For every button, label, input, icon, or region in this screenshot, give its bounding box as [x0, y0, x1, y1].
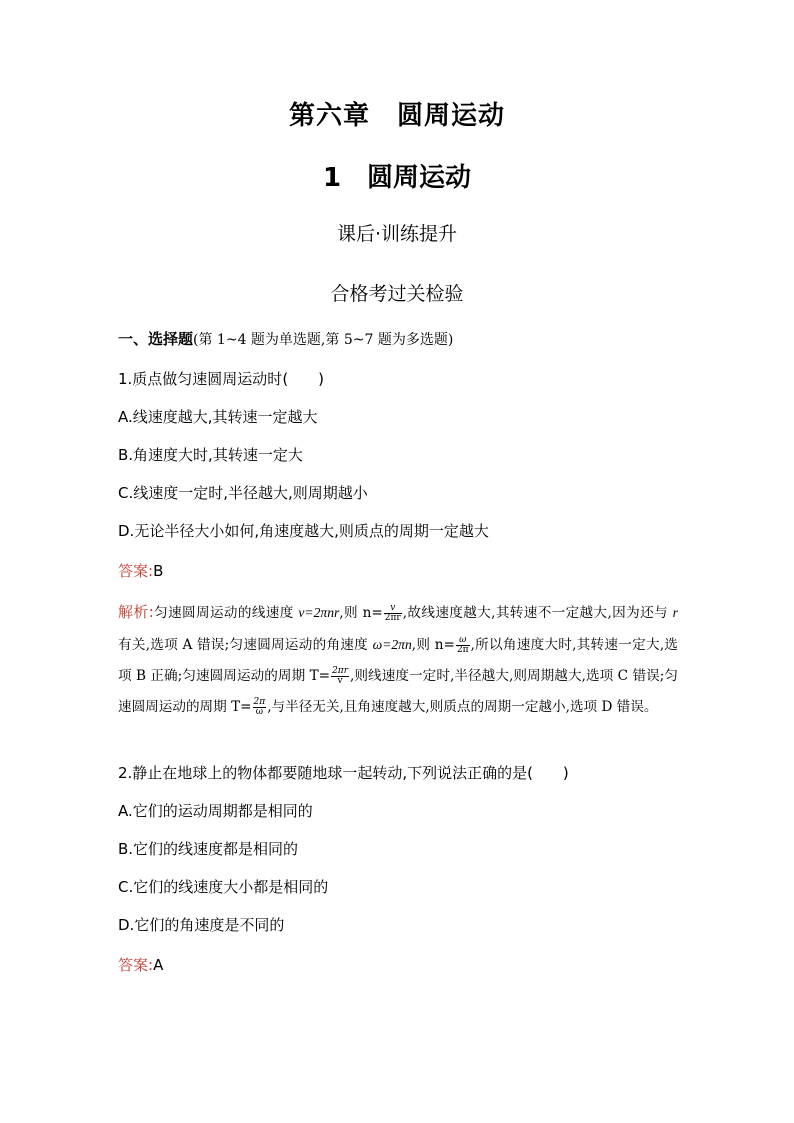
linear-velocity-formula: v=2πnr [298, 605, 340, 620]
answer-value: A [153, 956, 164, 974]
question-2-stem: 2.静止在地球上的物体都要随地球一起转动,下列说法正确的是( ) [118, 764, 569, 782]
analysis-text: 匀速圆周运动的线速度 [153, 605, 299, 621]
level-title: 合格考过关检验 [330, 283, 464, 305]
fraction-angular [456, 636, 470, 655]
question-1-option-a: A.线速度越大,其转速一定越大 [118, 408, 318, 426]
fraction-denominator: ω [255, 707, 264, 717]
question-1-option-c: C.线速度一定时,半径越大,则周期越小 [118, 484, 368, 502]
answer-label: 答案: [118, 956, 154, 974]
analysis-text: ,与半径无关,且角速度越大,则质点的周期一定越小,选项 D 错误。 [267, 699, 658, 715]
question-1-answer [118, 559, 163, 583]
group-title: 一、选择题 [118, 330, 194, 348]
question-1-stem: 1.质点做匀速圆周运动时( ) [118, 370, 325, 388]
fraction-numerator: 2πr [332, 666, 349, 676]
question-2-option-a: A.它们的运动周期都是相同的 [118, 802, 313, 820]
exercise-subtitle: 课后·训练提升 [336, 223, 458, 245]
analysis-label: 解析: [118, 603, 154, 621]
analysis-text: ,故线速度越大,其转速不一定越大,因为还与 [402, 605, 673, 621]
fraction-period-angular [253, 698, 267, 717]
fraction-period-linear [331, 667, 349, 686]
question-2-option-d: D.它们的角速度是不同的 [118, 916, 285, 934]
question-1-option-d: D.无论半径大小如何,角速度越大,则质点的周期一定越大 [118, 522, 489, 540]
answer-label: 答案: [118, 562, 154, 580]
answer-value: B [153, 562, 164, 580]
question-1-analysis [118, 597, 678, 723]
question-2-option-b: B.它们的线速度都是相同的 [118, 840, 299, 858]
group-note: (第 1~4 题为单选题,第 5~7 题为多选题) [193, 332, 454, 348]
fraction-denominator: 2πr [384, 613, 401, 623]
question-2-option-c: C.它们的线速度大小都是相同的 [118, 878, 329, 896]
fraction-speed [384, 604, 402, 623]
angular-velocity-formula: ω=2πn [372, 637, 412, 652]
chapter-title: 第六章 圆周运动 [288, 101, 505, 131]
fraction-denominator: 2π [456, 645, 469, 655]
fraction-denominator: v [337, 676, 343, 686]
question-2-answer [118, 953, 163, 977]
question-group-header [118, 327, 453, 352]
analysis-text: ,则线速度一定时,半径越大,则周期越大,选项 C 错误;匀速圆周运动的周期 T= [118, 668, 678, 715]
section-title: 1 圆周运动 [322, 163, 472, 193]
analysis-text: ,所以角速度大时,其转速一定大,选项 B 正确;匀速圆周运动的周期 T= [118, 637, 678, 684]
radius-symbol: r [672, 605, 678, 620]
analysis-text: ,则 n= [411, 637, 455, 653]
analysis-text: ,则 n= [339, 605, 383, 621]
fraction-numerator: v [384, 604, 402, 614]
analysis-text: 有关,选项 A 错误;匀速圆周运动的角速度 [118, 637, 373, 653]
fraction-numerator: ω [456, 636, 470, 646]
fraction-numerator: 2π [253, 697, 266, 707]
question-1-option-b: B.角速度大时,其转速一定大 [118, 446, 303, 464]
